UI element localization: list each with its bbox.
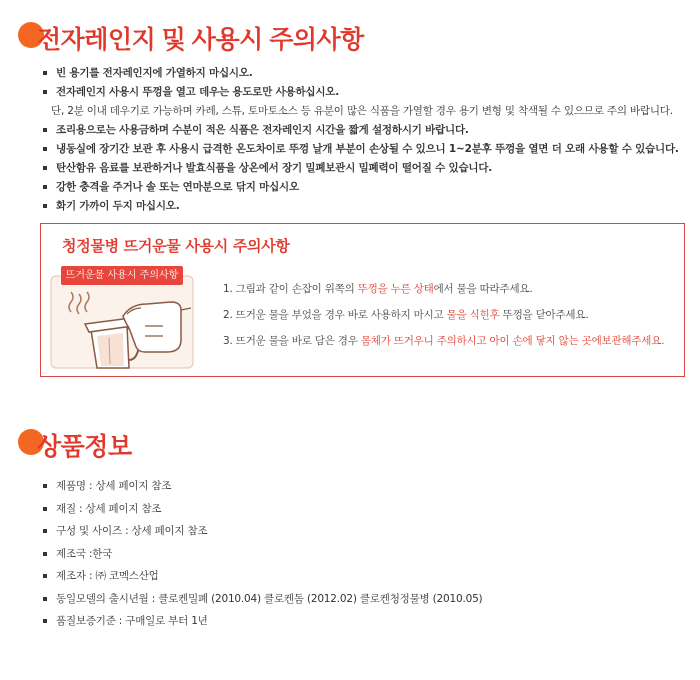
- highlight-text: 물을 식힌후: [446, 309, 500, 321]
- caution-item: 화기 가까이 두지 마십시오.: [40, 197, 679, 216]
- kettle-step: 3. 뜨거운 물을 바로 담은 경우 몸체가 뜨거우니 주의하시고 아이 손에 닿지 않는 곳에보관해주세요.: [223, 335, 665, 347]
- info-item: 동일모델의 출시년월 : 클로켄밀폐 (2010.04) 클로켄돔 (2012.02) 클로켄청정물병 (2010.05): [40, 588, 482, 611]
- product-info-list: [40, 475, 482, 633]
- kettle-step: 2. 뜨거운 물을 부었을 경우 바로 사용하지 마시고 물을 식힌후 뚜껑을 닫아주세요.: [223, 309, 589, 321]
- kettle-illustration: [49, 266, 196, 370]
- kettle-step: 1. 그림과 같이 손잡이 위쪽의 뚜껑을 누른 상태에서 물을 따라주세요.: [223, 283, 533, 295]
- caution-item: 냉동실에 장기간 보관 후 사용시 급격한 온도차이로 뚜껑 날개 부분이 손상될 수 있으니 1~2분후 뚜껑을 열면 더 오래 사용할 수 있습니다.: [40, 140, 679, 159]
- caution-list: [40, 64, 679, 216]
- highlight-text: 몸체가 뜨거우니 주의하시고 아이 손에 닿지 않는 곳에보관해주세요.: [360, 335, 665, 347]
- info-item: 제조자 : ㈜ 코멕스산업: [40, 565, 482, 588]
- kettle-steps: [223, 276, 664, 354]
- caution-item: 빈 용기를 전자레인지에 가열하지 마십시오.: [40, 64, 679, 83]
- caution-item: 탄산함유 음료를 보관하거나 발효식품을 상온에서 장기 밀폐보관시 밀폐력이 떨어질 수 있습니다.: [40, 159, 679, 178]
- caution-note: 단, 2분 이내 데우기로 가능하며 카레, 스튜, 토마토소스 등 유분이 많은 식품을 가열할 경우 용기 변형 및 착색될 수 있으므로 주의 바랍니다.: [51, 105, 673, 117]
- kettle-caution-title: 청정물병 뜨거운물 사용시 주의사항: [62, 237, 290, 255]
- caution-item: 강한 충격을 주거나 솔 또는 연마분으로 닦지 마십시오: [40, 178, 679, 197]
- kettle-label-badge: 뜨거운물 사용시 주의사항: [61, 266, 183, 285]
- highlight-text: 뚜껑을 누른 상태: [357, 283, 434, 295]
- info-item: 재질 : 상세 페이지 참조: [40, 498, 482, 521]
- section-title-cautions: 전자레인지 및 사용시 주의사항: [37, 26, 364, 54]
- caution-item: 조리용으로는 사용금하며 수분이 적은 식품은 전자레인지 시간을 짧게 설정하시기 바랍니다.: [40, 121, 679, 140]
- section-title-product-info: 상품정보: [37, 433, 132, 461]
- info-item: 제품명 : 상세 페이지 참조: [40, 475, 482, 498]
- kettle-caution-box: [40, 223, 685, 377]
- info-item: 제조국 :한국: [40, 543, 482, 566]
- info-item: 품질보증기준 : 구매일로 부터 1년: [40, 610, 482, 633]
- caution-item: 전자레인지 사용시 뚜껑을 열고 데우는 용도로만 사용하십시오.: [40, 83, 679, 102]
- info-item: 구성 및 사이즈 : 상세 페이지 참조: [40, 520, 482, 543]
